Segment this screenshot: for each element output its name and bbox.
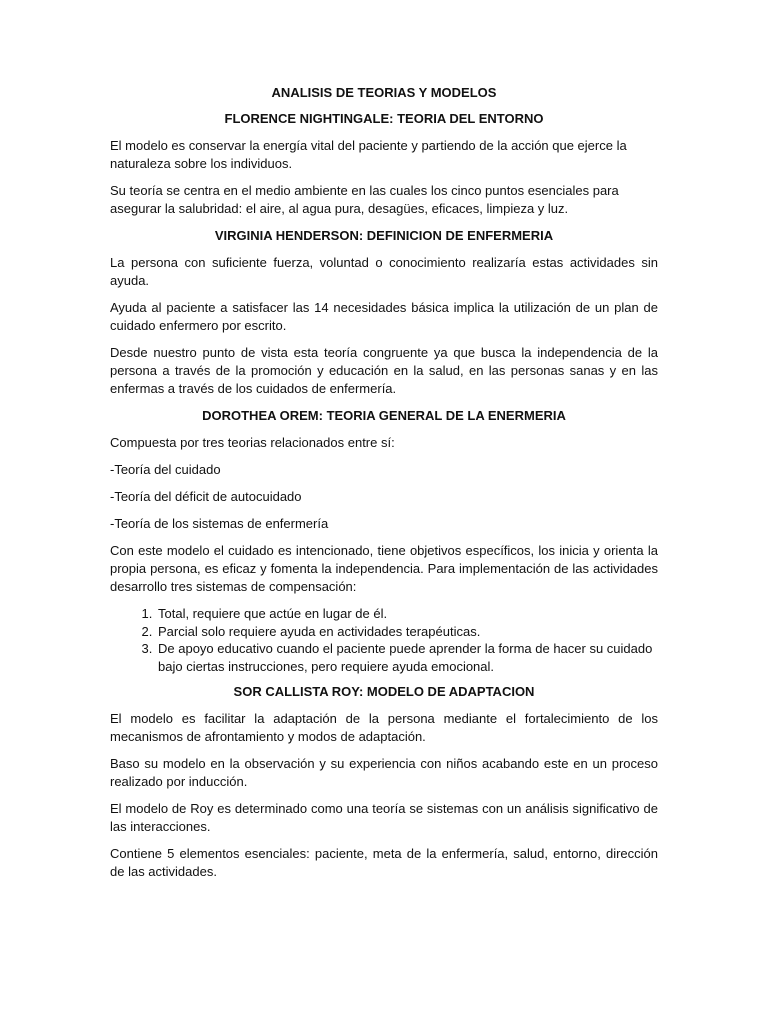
section-heading-orem: DOROTHEA OREM: TEORIA GENERAL DE LA ENERMERIA	[202, 408, 566, 423]
paragraph: Con este modelo el cuidado es intencionado, tiene objetivos específicos, los inicia y orienta la propia persona, es eficaz y fomenta la independencia. Para implementación de las actividades desarrollo tres sistemas de compensación:	[110, 543, 658, 594]
paragraph: Baso su modelo en la observación y su experiencia con niños acabando este en un proceso realizado por inducción.	[110, 756, 658, 789]
list-item: 2. Parcial solo requiere ayuda en actividades terapéuticas.	[156, 623, 658, 641]
paragraph: -Teoría del cuidado	[110, 462, 221, 477]
section-heading-roy: SOR CALLISTA ROY: MODELO DE ADAPTACION	[233, 684, 535, 699]
paragraph: Contiene 5 elementos esenciales: paciente, meta de la enfermería, salud, entorno, dirección de las actividades.	[110, 846, 658, 879]
paragraph: Desde nuestro punto de vista esta teoría congruente ya que busca la independencia de la persona a través de la promoción y educación en la salud, en las personas sanas y en las enfermas a través de los cuidados de enfermería.	[110, 345, 658, 396]
paragraph: El modelo es conservar la energía vital del paciente y partiendo de la acción que ejerce la naturaleza sobre los individuos.	[110, 138, 627, 171]
paragraph: -Teoría del déficit de autocuidado	[110, 489, 302, 504]
paragraph: La persona con suficiente fuerza, voluntad o conocimiento realizaría estas actividades sin ayuda.	[110, 255, 658, 288]
list-item: 3. De apoyo educativo cuando el paciente puede aprender la forma de hacer su cuidado bajo ciertas instrucciones, pero requiere ayuda emocional.	[156, 640, 658, 675]
paragraph: -Teoría de los sistemas de enfermería	[110, 516, 329, 531]
section-heading-nightingale: FLORENCE NIGHTINGALE: TEORIA DEL ENTORNO	[224, 111, 544, 126]
paragraph: Ayuda al paciente a satisfacer las 14 necesidades básica implica la utilización de un plan de cuidado enfermero por escrito.	[110, 300, 658, 333]
paragraph: Su teoría se centra en el medio ambiente en las cuales los cinco puntos esenciales para asegurar la salubridad: el aire, al agua pura, desagües, eficaces, limpieza y luz.	[110, 183, 619, 216]
list-item: 1. Total, requiere que actúe en lugar de él.	[156, 605, 658, 623]
paragraph: El modelo es facilitar la adaptación de la persona mediante el fortalecimiento de los mecanismos de afrontamiento y modos de adaptación.	[110, 711, 658, 744]
paragraph: El modelo de Roy es determinado como una teoría se sistemas con un análisis significativo de las interacciones.	[110, 801, 658, 834]
compensation-systems-list	[110, 605, 658, 675]
section-heading-henderson: VIRGINIA HENDERSON: DEFINICION DE ENFERMERIA	[214, 228, 554, 243]
document-title: ANALISIS DE TEORIAS Y MODELOS	[271, 85, 497, 100]
paragraph: Compuesta por tres teorias relacionados entre sí:	[110, 435, 395, 450]
